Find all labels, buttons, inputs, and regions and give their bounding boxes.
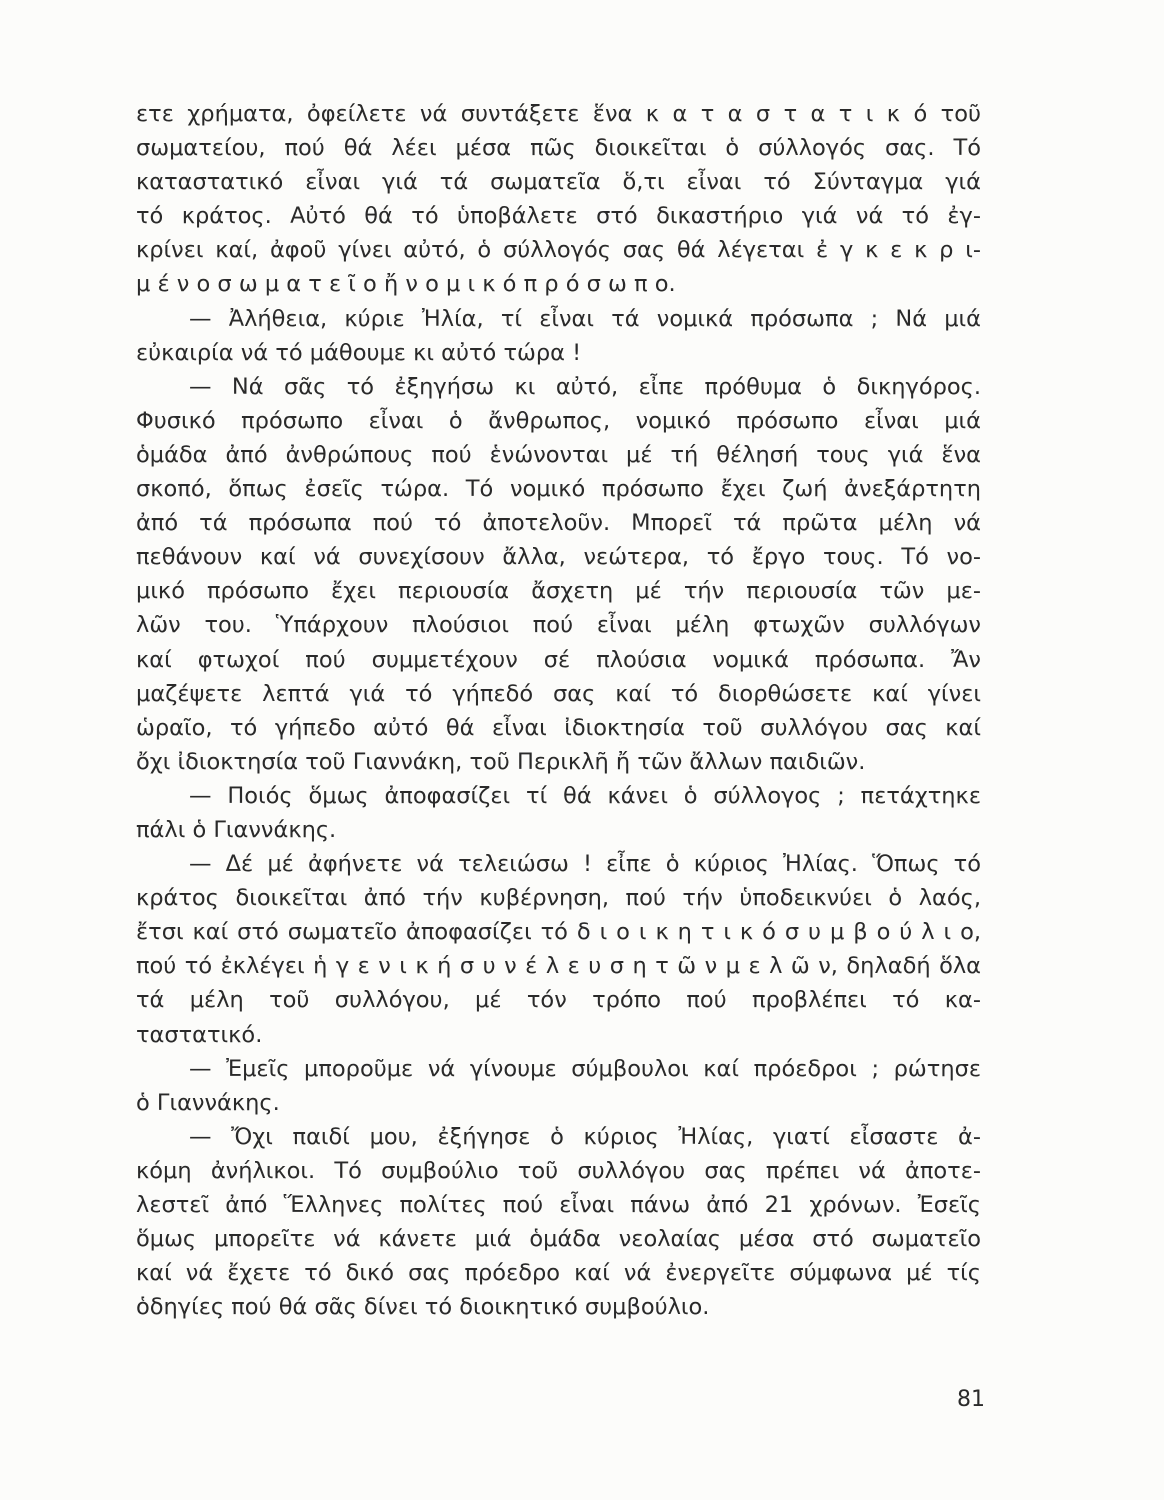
text-line: — Ἐμεῖς μποροῦμε νά γίνουμε σύμβουλοι καί πρόεδροι ; ρώτησε [189,1055,981,1082]
text-line: εὐκαιρία νά τό μάθουμε κι αὐτό τώρα ! [136,339,582,366]
text-line: πάλι ὁ Γιαννάκης. [136,816,337,843]
text-line: μαζέψετε λεπτά γιά τό γήπεδό σας καί τό διορθώσετε καί γίνει [136,680,981,707]
text-line: λῶν του. Ὑπάρχουν πλούσιοι πού εἶναι μέλη φτωχῶν συλλόγων [136,612,981,639]
text-line: ἔτσι καί στό σωματεῖο ἀποφασίζει τό δ ι ο ι κ η τ ι κ ό σ υ μ β ο ύ λ ι ο, [136,919,981,946]
text-line: καταστατικό εἶναι γιά τά σωματεῖα ὅ,τι εἶναι τό Σύνταγμα γιά [136,169,981,196]
text-line: — Ἀλήθεια, κύριε Ἠλία, τί εἶναι τά νομικά πρόσωπα ; Νά μιά [189,305,981,332]
text-line: — Δέ μέ ἀφήνετε νά τελειώσω ! εἶπε ὁ κύριος Ἠλίας. Ὅπως τό [189,851,981,878]
text-line: ὄχι ἰδιοκτησία τοῦ Γιαννάκη, τοῦ Περικλῆ ἤ τῶν ἄλλων παιδιῶν. [136,748,866,775]
text-line: κόμη ἀνήλικοι. Τό συμβούλιο τοῦ συλλόγου σας πρέπει νά ἀποτε- [136,1157,981,1184]
text-line: ὡραῖο, τό γήπεδο αὐτό θά εἶναι ἰδιοκτησία τοῦ συλλόγου σας καί [136,714,981,741]
text-line: λεστεῖ ἀπό Ἕλληνες πολίτες πού εἶναι πάνω ἀπό 21 χρόνων. Ἐσεῖς [136,1192,981,1218]
text-line: καί νά ἔχετε τό δικό σας πρόεδρο καί νά ἐνεργεῖτε σύμφωνα μέ τίς [136,1260,981,1287]
text-line: μ έ ν ο σ ω μ α τ ε ῖ ο ἤ ν ο μ ι κ ό π ρ ό σ ω π ο. [136,271,676,298]
text-line: μικό πρόσωπο ἔχει περιουσία ἄσχετη μέ τήν περιουσία τῶν με- [136,578,981,605]
text-line: ἀπό τά πρόσωπα πού τό ἀποτελοῦν. Μπορεῖ τά πρῶτα μέλη νά [136,510,981,537]
text-line: σωματείου, πού θά λέει μέσα πῶς διοικεῖται ὁ σύλλογός σας. Τό [136,135,981,162]
text-line: ταστατικό. [136,1021,263,1048]
text-line: — Ποιός ὅμως ἀποφασίζει τί θά κάνει ὁ σύλλογος ; πετάχτηκε [189,782,981,809]
text-line: ὁ Γιαννάκης. [136,1089,280,1116]
text-line: — Νά σᾶς τό ἐξηγήσω κι αὐτό, εἶπε πρόθυμα ὁ δικηγόρος. [189,373,981,400]
text-line: τό κράτος. Αὐτό θά τό ὑποβάλετε στό δικαστήριο γιά νά τό ἐγ- [136,203,981,230]
text-line: καί φτωχοί πού συμμετέχουν σέ πλούσια νομικά πρόσωπα. Ἄν [136,646,981,673]
text-line: Φυσικό πρόσωπο εἶναι ὁ ἄνθρωπος, νομικό πρόσωπο εἶναι μιά [136,407,981,434]
text-line: τά μέλη τοῦ συλλόγου, μέ τόν τρόπο πού προβλέπει τό κα- [136,987,981,1014]
text-line: κρίνει καί, ἀφοῦ γίνει αὐτό, ὁ σύλλογός σας θά λέγεται ἐ γ κ ε κ ρ ι- [136,237,981,264]
text-line: πεθάνουν καί νά συνεχίσουν ἄλλα, νεώτερα, τό ἔργο τους. Τό νο- [136,544,981,571]
text-line: πού τό ἐκλέγει ἡ γ ε ν ι κ ή σ υ ν έ λ ε υ σ η τ ῶ ν μ ε λ ῶ ν, δηλαδή ὅλα [136,953,981,980]
text-line: σκοπό, ὅπως ἐσεῖς τώρα. Τό νομικό πρόσωπο ἔχει ζωή ἀνεξάρτητη [136,476,981,503]
text-line: ὁμάδα ἀπό ἀνθρώπους πού ἑνώνονται μέ τή θέλησή τους γιά ἕνα [136,441,981,468]
page-body-text [136,97,981,1324]
text-line: κράτος διοικεῖται ἀπό τήν κυβέρνηση, πού τήν ὑποδεικνύει ὁ λαός, [136,885,981,912]
text-line: ετε χρήματα, ὀφείλετε νά συντάξετε ἕνα κ α τ α σ τ α τ ι κ ό τοῦ [136,101,981,127]
page-number: 81 [957,1387,985,1412]
text-line: — Ὄχι παιδί μου, ἐξήγησε ὁ κύριος Ἠλίας, γιατί εἶσαστε ἀ- [189,1123,981,1150]
text-line: ὅμως μπορεῖτε νά κάνετε μιά ὁμάδα νεολαίας μέσα στό σωματεῖο [136,1226,981,1253]
text-line: ὁδηγίες πού θά σᾶς δίνει τό διοικητικό συμβούλιο. [136,1294,710,1321]
